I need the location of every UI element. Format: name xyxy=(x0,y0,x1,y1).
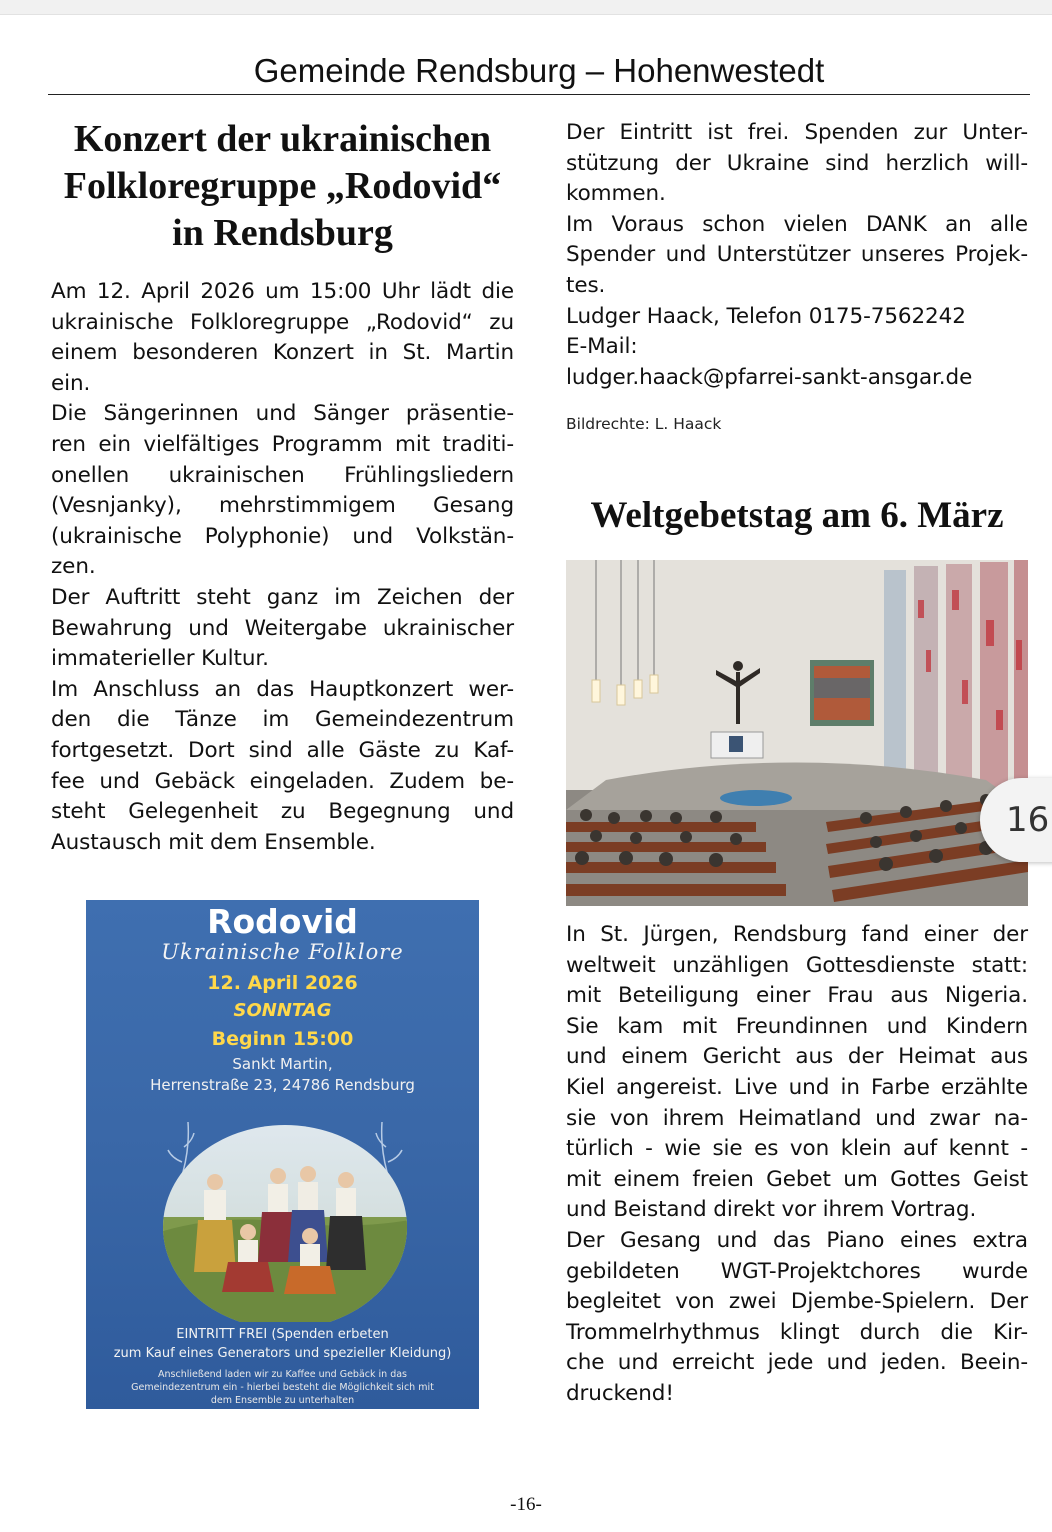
text-line: ein. xyxy=(51,370,91,396)
text-line: stützung der Ukraine sind herzlich will- xyxy=(566,150,1028,176)
poster-day: SONNTAG xyxy=(233,1000,332,1021)
title-line: Folkloregruppe „Rodovid“ xyxy=(63,165,502,207)
text-line: (Vesnjanky), mehrstimmigem Gesang xyxy=(51,493,514,519)
viewer-top-bar xyxy=(0,0,1052,15)
paragraph xyxy=(566,363,1028,394)
title-line: Konzert der ukrainischen xyxy=(73,118,492,160)
text-line: mit einem freien Gebet um Gottes Geist xyxy=(566,1166,1028,1192)
paragraph xyxy=(566,302,1028,333)
poster-admission xyxy=(94,1325,471,1363)
article-title-weltgebetstag: Weltgebetstag am 6. März xyxy=(590,495,1004,536)
poster-note-line: dem Ensemble zu unterhalten xyxy=(210,1395,355,1406)
title-line: in Rendsburg xyxy=(172,212,393,254)
page-indicator-badge[interactable]: 16 xyxy=(980,778,1052,862)
text-line: ukrainische Folkloregruppe „Rodovid“ zu xyxy=(51,309,514,335)
text-line: Im Voraus schon vielen DANK an alle xyxy=(566,211,1028,237)
poster-note-line: Gemeindezentrum ein - hierbei besteht die Möglichkeit sich mit xyxy=(131,1382,434,1393)
poster-address: Herrenstraße 23, 24786 Rendsburg xyxy=(150,1076,415,1094)
text-line: fortgesetzt. Dort sind alle Gäste zu Kaf- xyxy=(51,737,514,763)
text-line: Austausch mit dem Ensemble. xyxy=(51,829,376,855)
paragraph xyxy=(51,399,514,583)
text-line: (ukrainische Polyphonie) und Volkstän- xyxy=(51,523,514,549)
text-line: und einem Gericht aus der Heimat aus xyxy=(566,1044,1028,1070)
text-line: sie von ihrem Heimatland und zwar na- xyxy=(566,1105,1028,1131)
text-line: und Beistand direkt vor ihrem Vortrag. xyxy=(566,1197,977,1223)
text-line: druckend! xyxy=(566,1380,674,1406)
text-line: onellen ukrainischen Frühlingsliedern xyxy=(51,462,514,488)
running-header: Gemeinde Rendsburg – Hohenwestedt xyxy=(253,52,825,89)
header-rule xyxy=(48,94,1030,95)
paragraph xyxy=(51,583,514,675)
text-line: türlich - wie sie es von klein auf kennt - xyxy=(566,1136,1028,1162)
text-line: einem besonderen Konzert in St. Martin xyxy=(51,340,514,366)
text-line: Sie kam mit Freundinnen und Kindern xyxy=(566,1013,1028,1039)
paragraph xyxy=(566,1226,1028,1410)
text-line: zen. xyxy=(51,554,96,580)
paragraph xyxy=(566,332,1028,363)
text-line: ludger.haack@pfarrei-sankt-ansgar.de xyxy=(566,364,973,390)
article-body-konzert xyxy=(51,277,514,858)
poster-date: 12. April 2026 xyxy=(207,972,358,994)
paragraph xyxy=(566,118,1028,210)
poster-venue: Sankt Martin, xyxy=(232,1055,333,1073)
text-line: Spender und Unterstützer unseres Projek- xyxy=(566,242,1028,268)
right-column xyxy=(566,118,1028,433)
text-line: begleitet von zwei Djembe-Spielern. Der xyxy=(566,1289,1028,1315)
text-line: Der Gesang und das Piano eines extra xyxy=(566,1227,1028,1253)
poster-title: Rodovid xyxy=(207,902,358,941)
text-line: Im Anschluss an das Hauptkonzert wer- xyxy=(51,676,514,702)
text-line: kommen. xyxy=(566,181,666,207)
page-number: -16- xyxy=(510,1494,542,1515)
text-line: Bewahrung und Weitergabe ukrainischer xyxy=(51,615,514,641)
paragraph xyxy=(51,277,514,399)
text-line: E-Mail: xyxy=(566,334,638,360)
text-line: Ludger Haack, Telefon 0175-7562242 xyxy=(566,303,966,329)
poster-admission-line: EINTRITT FREI (Spenden erbeten xyxy=(176,1327,389,1342)
poster-note xyxy=(100,1368,465,1407)
text-line: gebildeten WGT-Projektchores wurde xyxy=(566,1258,1028,1284)
text-line: tes. xyxy=(566,272,606,298)
church-interior-photo xyxy=(566,560,1028,906)
poster-admission-line: zum Kauf eines Generators und spezieller Kleidung) xyxy=(113,1346,452,1361)
article-body-konzert-continued xyxy=(566,118,1028,393)
paragraph xyxy=(566,920,1028,1226)
text-line: Am 12. April 2026 um 15:00 Uhr lädt die xyxy=(51,279,514,304)
article-body-weltgebetstag xyxy=(566,920,1028,1410)
paragraph xyxy=(566,210,1028,302)
text-line: steht Gelegenheit zu Begegnung und xyxy=(51,799,514,825)
text-line: Kiel angereist. Live und in Farbe erzählte xyxy=(566,1074,1028,1100)
text-line: In St. Jürgen, Rendsburg fand einer der xyxy=(566,922,1028,947)
text-line: ren ein vielfältiges Programm mit traditi- xyxy=(51,431,514,457)
article-title-konzert xyxy=(51,116,514,257)
text-line: Die Sängerinnen und Sänger präsentie- xyxy=(51,401,514,427)
text-line: den die Tänze im Gemeindezentrum xyxy=(51,707,514,733)
paragraph xyxy=(51,675,514,859)
text-line: fee und Gebäck eingeladen. Zudem be- xyxy=(51,768,514,794)
poster-subtitle: Ukrainische Folklore xyxy=(161,940,404,964)
text-line: Der Eintritt ist frei. Spenden zur Unter- xyxy=(566,120,1028,145)
concert-poster xyxy=(86,900,479,1409)
poster-note-line: Anschließend laden wir zu Kaffee und Gebäck in das xyxy=(158,1369,407,1380)
text-line: che und erreicht jede und jeden. Beein- xyxy=(566,1350,1028,1376)
text-line: immaterieller Kultur. xyxy=(51,646,269,672)
poster-time: Beginn 15:00 xyxy=(211,1028,354,1050)
text-line: weltweit unzähligen Gottesdienste statt: xyxy=(566,952,1028,978)
folklore-group-photo xyxy=(160,1122,410,1322)
text-line: mit Beteiligung einer Frau aus Nigeria. xyxy=(566,983,1028,1009)
text-line: Der Auftritt steht ganz im Zeichen der xyxy=(51,584,514,610)
text-line: Trommelrhythmus klingt durch die Kir- xyxy=(566,1319,1028,1345)
image-credit: Bildrechte: L. Haack xyxy=(566,415,722,434)
left-column xyxy=(51,116,514,858)
